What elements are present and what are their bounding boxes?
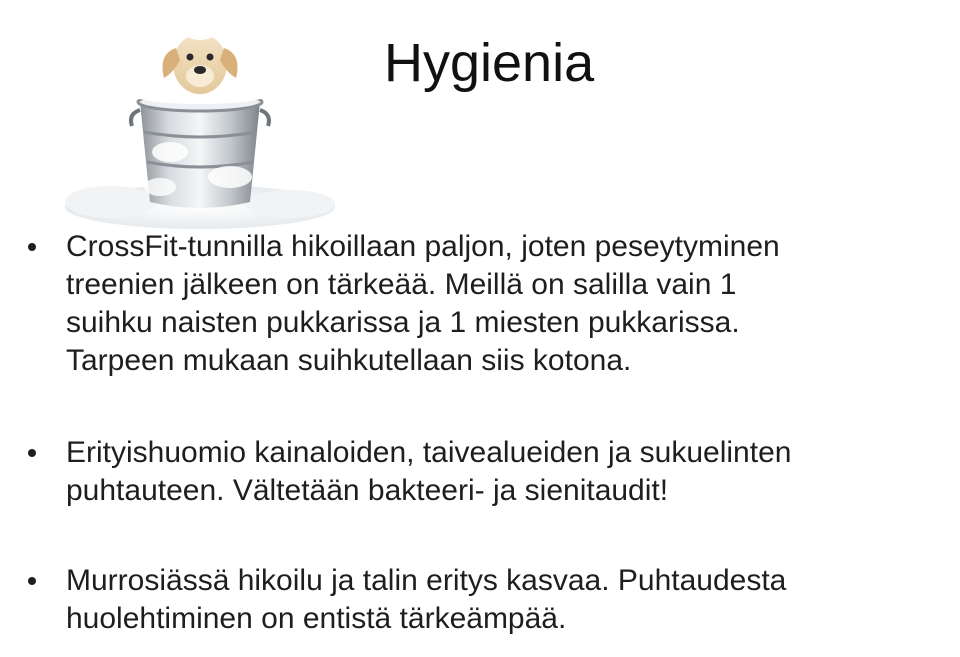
bullet-dot (28, 577, 36, 585)
bullet-line: Tarpeen mukaan suihkutellaan siis kotona. (66, 344, 632, 377)
bullet-line: suihku naisten pukkarissa ja 1 miesten pukkarissa. (66, 306, 740, 339)
bullet-line: puhtauteen. Vältetään bakteeri- ja sienitaudit! (66, 474, 669, 507)
bullet-dot (28, 449, 36, 457)
bullet-list (24, 228, 954, 638)
bullet-line: Erityishuomio kainaloiden, taivealueiden ja sukuelinten (66, 436, 792, 469)
bullet-line: treenien jälkeen on tärkeää. Meillä on salilla vain 1 (66, 268, 737, 301)
puppy-in-bath-tub-icon (40, 2, 340, 234)
bullet-line: CrossFit-tunnilla hikoillaan paljon, joten peseytyminen (66, 230, 780, 263)
bullet-line: Murrosiässä hikoilu ja talin eritys kasvaa. Puhtaudesta (66, 564, 787, 597)
bullet-item (24, 228, 954, 380)
bullet-dot (28, 243, 36, 251)
slide-title: Hygienia (384, 33, 595, 93)
bullet-item (24, 434, 954, 510)
bullet-line: huolehtiminen on entistä tärkeämpää. (66, 602, 567, 635)
bullet-item (24, 562, 954, 638)
